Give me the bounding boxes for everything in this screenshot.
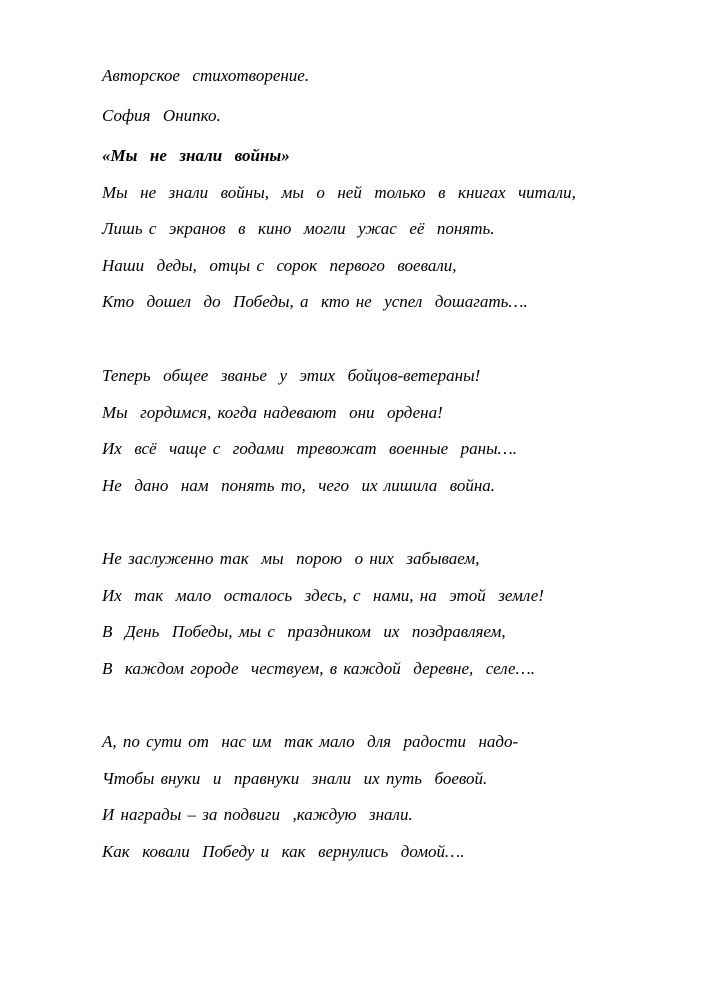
poem-line: Теперь общее званье у этих бойцов-ветераны! [102,366,481,385]
poem-heading: Авторское стихотворение. [102,66,310,85]
poem-line: Не заслуженно так мы порою о них забываем, [102,549,480,568]
poem-line: Их всё чаще с годами тревожат военные раны…. [102,439,517,458]
poem-line: Наши деды, отцы с сорок первого воевали, [102,256,457,275]
poem-line: А, по сути от нас им так мало для радости надо- [102,732,519,751]
poem-author: София Онипко. [102,106,221,125]
poem-line: Как ковали Победу и как вернулись домой…. [102,842,465,861]
poem-line: Их так мало осталось здесь, с нами, на этой земле! [102,586,544,605]
poem-line: Кто дошел до Победы, а кто не успел дошагать…. [102,292,528,311]
poem-line: Лишь с экранов в кино могли ужас её понять. [102,219,495,238]
poem-line: В каждом городе чествуем, в каждой деревне, селе…. [102,659,535,678]
poem-line: Чтобы внуки и правнуки знали их путь боевой. [102,769,488,788]
poem-line: В День Победы, мы с праздником их поздравляем, [102,622,506,641]
poem-line: Мы не знали войны, мы о ней только в книгах читали, [102,183,576,202]
poem-line: И награды – за подвиги ,каждую знали. [102,805,413,824]
poem-title: «Мы не знали войны» [102,146,290,165]
poem-line: Не дано нам понять то, чего их лишила война. [102,476,496,495]
poem-line: Мы гордимся, когда надевают они ордена! [102,403,443,422]
